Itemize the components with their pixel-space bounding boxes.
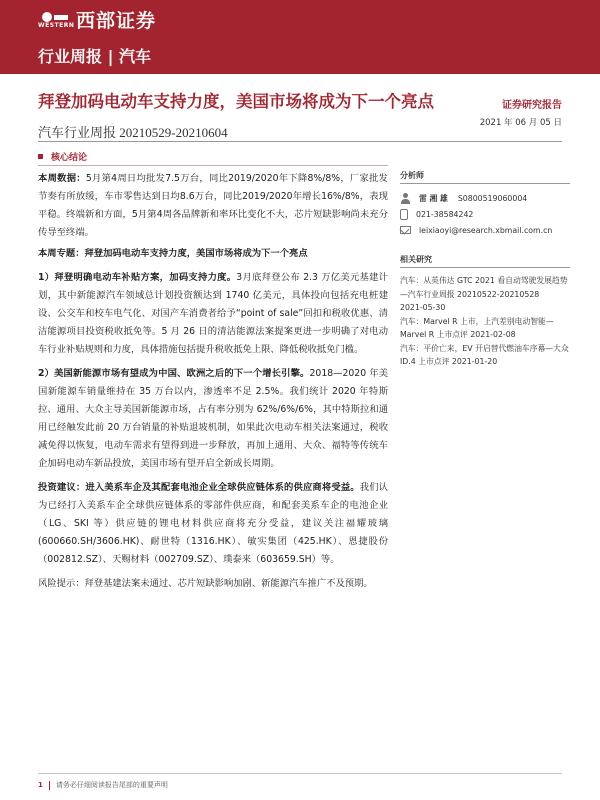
person-icon [400, 193, 411, 204]
related-item[interactable]: 汽车：从英伟达 GTC 2021 看自动驾驶发展趋势—汽车行业周报 20210522-20210528 [400, 276, 568, 299]
logo-cn: 西部证券 [76, 10, 157, 32]
phone-number: 021-38584242 [416, 209, 474, 219]
analyst-id: S0800519060004 [457, 193, 528, 203]
footer-separator [49, 781, 50, 790]
weekly-data-paragraph: 本周数据：5月第4周日均批发7.5万台，同比2019/2020年下降8%/8%，厂家批发节奏有所放缓，车市零售达到日均8.6万台，同比2019/2020年增长16%/8%，表现平稳。终端新和方面，5月第4周各品牌新和率环比变化不大，芯片短缺影响尚未充分传导至终端。 [38, 173, 388, 238]
report-subtitle: 汽车行业周报 20210529-20210604 [38, 125, 228, 140]
footer-divider [38, 773, 562, 774]
section-label: 核心结论 [51, 153, 88, 163]
investment-paragraph: 投资建议：进入美系车企及其配套电池企业全球供应链体系的供应商将受益。我们认为已经打入美系车企全球供应链体系的零部件供应商，和配套美系车企的电池企业（LG、SKI 等）供应链的锂电材料供应商将充分受益，建议关注福耀玻璃(600660.SH/3606.HK)、耐世特（1316.HK）、敏实集团（425.HK）、恩捷股份（002812.SZ）、天赐材料（002709.SZ）、璞泰来（603659.SH）等。 [38, 482, 388, 565]
email-address[interactable]: leixiaoyi@research.xbmail.com.cn [419, 225, 553, 235]
company-logo [38, 6, 156, 33]
footer [38, 780, 168, 790]
market-paragraph: 2）美国新能源市场有望成为中国、欧洲之后的下一个增长引擎。2018—2020 年美国新能源车销量维持在 35 万台以内，渗透率不足 2.5%。我们统计 2020 年特斯拉、通用、大众主导美国新能源市场，占有率分别为 62%/6%/6%，其中特斯拉和通用已经触发此前 20 万台销量的补贴退坡机制，如果此次电动车相关法案通过，税收减免得以恢复，电动车需求有望得到进一步释放，再加上通用、大众、福特等传统车企加码电动车新品投放，美国市场有望开启全新成长周期。 [38, 368, 388, 469]
report-label: 证券研究报告 [502, 100, 562, 111]
risk-paragraph: 风险提示：拜登基建法案未通过、芯片短缺影响加剧、新能源汽车推广不及预期。 [38, 578, 373, 589]
analyst-row [400, 190, 570, 206]
related-item[interactable]: 汽车：Marvel R 上市，上汽差别电动智能—Marvel R 上市点评 2021-02-08 [400, 316, 554, 339]
mail-icon [400, 226, 411, 234]
related-heading: 相关研究 [400, 254, 570, 268]
subsidy-paragraph: 1）拜登明确电动车补贴方案，加码支持力度。3月底拜登公布 2.3 万亿美元基建计划，其中新能源汽车领域总计划投资额达到 1740 亿美元，具体投向包括充电桩建设、公交车和校车电气化、对国产车消费者给予“point of sale”回扣和税收优惠、清洁能源项目投资税收抵免等。5 月 26 日的清洁能源法案提案更进一步明确了对电动车行业补贴规则和力度，具体措施包括提升税收抵免上限、降低税收抵免门槛。 [38, 272, 388, 355]
report-title: 拜登加码电动车支持力度，美国市场将成为下一个亮点 [38, 92, 434, 111]
analyst-name: 雷 湘 雄 [419, 193, 448, 203]
sidebar [400, 170, 570, 369]
main-body [38, 170, 388, 599]
page-number: 1 [38, 781, 43, 789]
related-research [400, 254, 570, 369]
related-item-date: 2021-05-30 [400, 303, 446, 312]
phone-row [400, 206, 570, 222]
report-date: 2021 年 06 月 05 日 [479, 118, 562, 128]
section-divider [38, 165, 388, 166]
email-row [400, 222, 570, 238]
footer-note: 请务必仔细阅读报告尾部的重要声明 [55, 781, 168, 789]
related-item[interactable]: 汽车：平价亡来，EV 开启替代燃油车序幕—大众 ID.4 上市点评 2021-01-20 [400, 343, 569, 366]
divider [38, 141, 562, 142]
phone-icon [400, 209, 408, 220]
bullet-icon [38, 154, 43, 159]
logo-en: WESTERN [38, 21, 75, 29]
section-heading [38, 150, 87, 163]
header-banner [0, 0, 600, 74]
topic-heading: 本周专题：拜登加码电动车支持力度，美国市场将成为下一个亮点 [38, 248, 308, 259]
logo-icon [38, 10, 75, 30]
analyst-heading: 分析师 [400, 170, 570, 184]
report-type: 行业周报 | 汽车 [38, 47, 151, 66]
